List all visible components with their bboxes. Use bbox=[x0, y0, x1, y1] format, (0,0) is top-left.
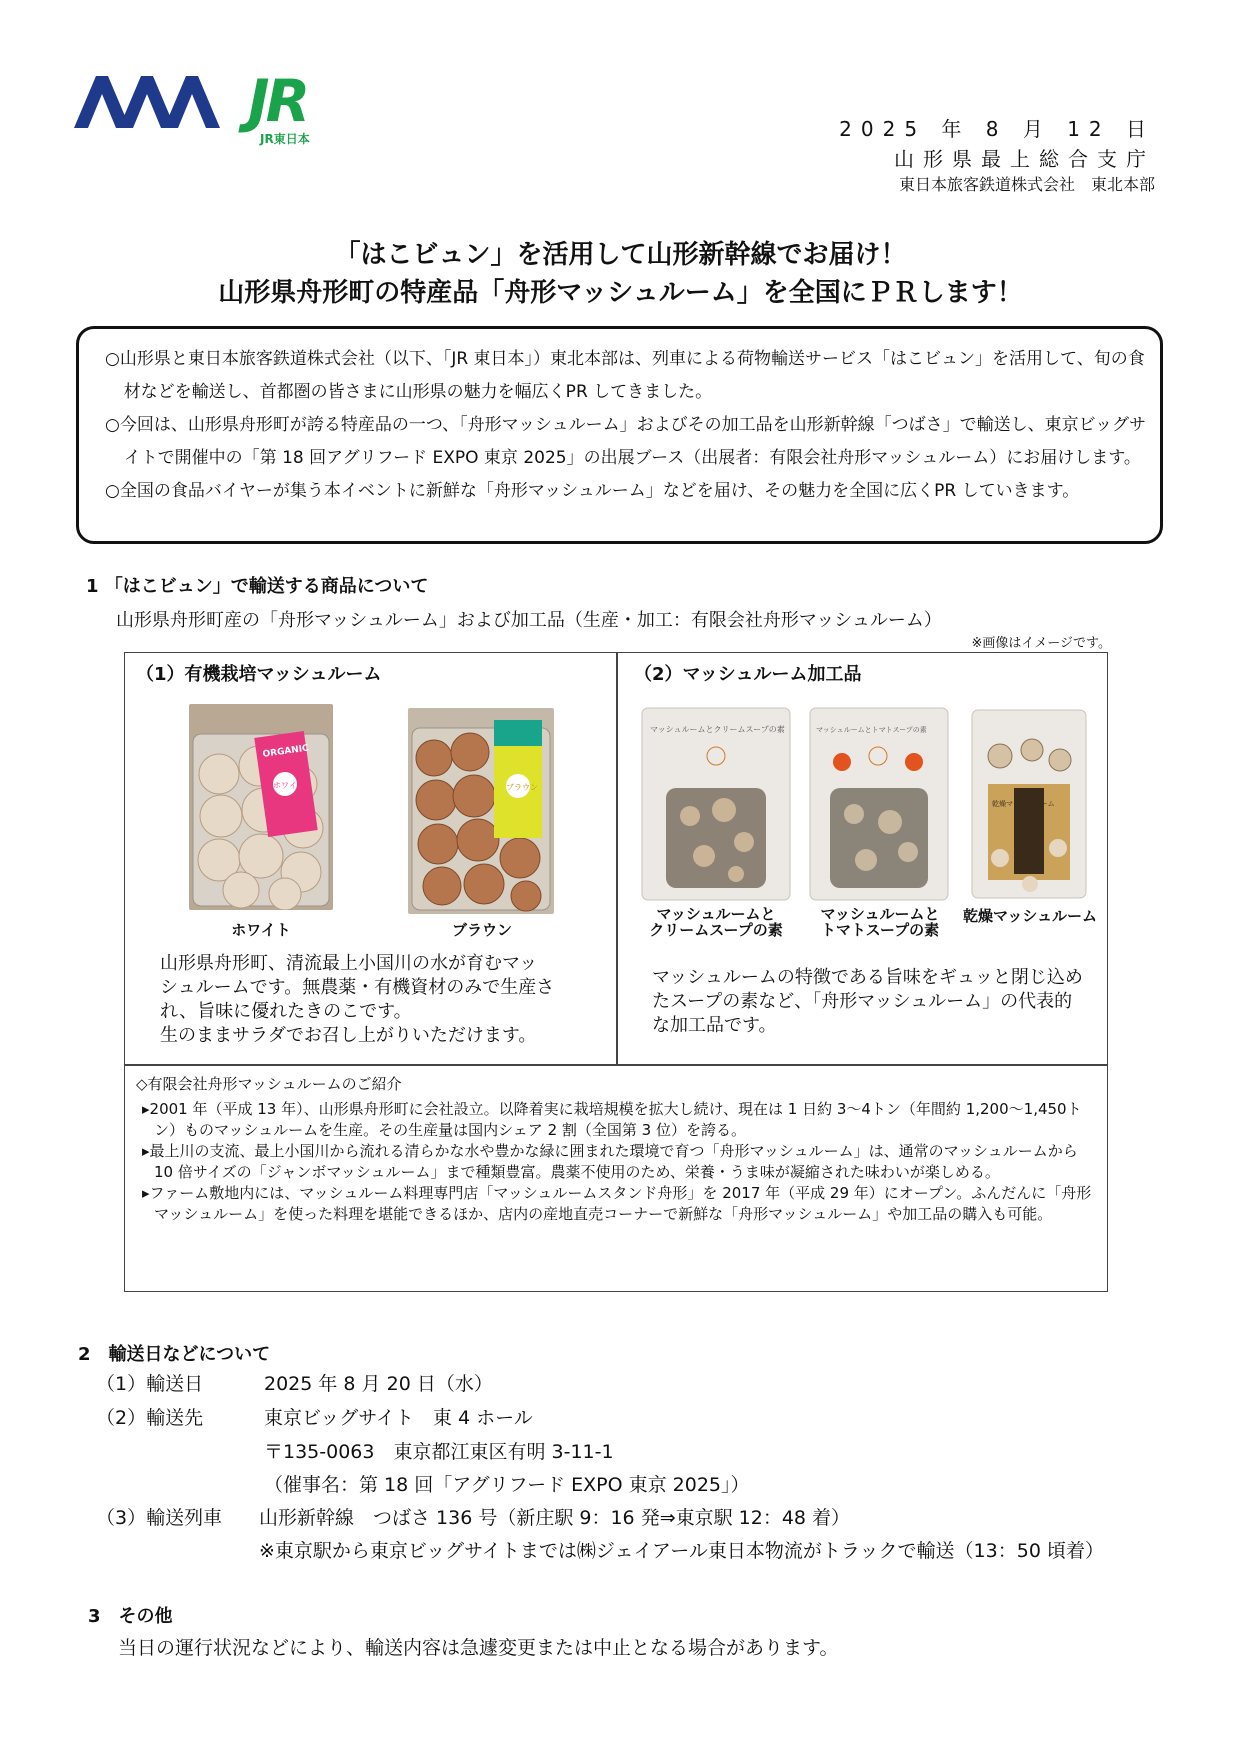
section2-heading: 2 輸送日などについて bbox=[78, 1344, 271, 1365]
caption-tomato-soup bbox=[800, 906, 960, 938]
jr-logo-mark: JR bbox=[248, 67, 307, 135]
company-item: ▸2001 年（平成 13 年）、山形県舟形町に会社設立。以降着実に栽培規模を拡大し続け、現在は 1 日約 3～4トン（年間約 1,200～1,450トン）ものマッシュルームを生産。その生産量は国内シェア 2 割（全国第 3 位）を誇る。 bbox=[142, 1100, 1082, 1139]
col2-heading: （2）マッシュルーム加工品 bbox=[634, 664, 862, 685]
white-label: ホワイト bbox=[273, 781, 305, 790]
jr-logo-sub: JR東日本 bbox=[260, 132, 310, 146]
summary-item: ○山形県と東日本旅客鉄道株式会社（以下、「JR 東日本」）東北本部は、列車による荷物輸送サービス「はこビュン」を活用して、旬の食材などを輸送し、首都圏の皆さまに山形県の魅力を幅広くPR してきました。 bbox=[105, 349, 1145, 402]
col2-desc-line: マッシュルームの特徴である旨味をギュッと閉じ込め bbox=[652, 967, 1083, 988]
col2-desc-line: たスープの素など、「舟形マッシュルーム」の代表的 bbox=[652, 991, 1073, 1012]
caption-white: ホワイト bbox=[231, 921, 291, 939]
title-line-2: 山形県舟形町の特産品「舟形マッシュルーム」を全国にＰＲします！ bbox=[218, 278, 1023, 308]
section1-heading: 1 「はこビュン」で輸送する商品について bbox=[86, 576, 429, 597]
caption-line: トマトスープの素 bbox=[820, 921, 940, 939]
caption-dried: 乾燥マッシュルーム bbox=[962, 907, 1098, 925]
white-mushroom-photo bbox=[189, 704, 333, 910]
section1-intro: 山形県舟形町産の「舟形マッシュルーム」および加工品（生産・加工：有限会社舟形マッシュルーム） bbox=[116, 610, 942, 631]
summary-item: ○全国の食品バイヤーが集う本イベントに新鮮な「舟形マッシュルーム」などを届け、その魅力を全国に広くPR していきます。 bbox=[105, 481, 1080, 501]
brown-mushroom-photo bbox=[408, 708, 554, 914]
destination-event: （催事名：第 18 回「アグリフード EXPO 東京 2025」） bbox=[264, 1474, 750, 1496]
caption-brown: ブラウン bbox=[451, 921, 512, 939]
issuer-jr: 東日本旅客鉄道株式会社 東北本部 bbox=[898, 175, 1155, 194]
caption-line: マッシュルームと bbox=[820, 905, 940, 923]
dried-mushroom-package-photo bbox=[970, 708, 1088, 900]
issuer-prefecture: 山形県最上総合支庁 bbox=[894, 147, 1155, 171]
pack3-label: 乾燥マッシュルーム bbox=[992, 800, 1055, 808]
col2-description bbox=[652, 966, 1098, 1038]
press-title bbox=[0, 236, 1241, 312]
transport-date: 2025 年 8 月 20 日（水） bbox=[264, 1373, 493, 1395]
header-date-block bbox=[839, 114, 1155, 174]
title-line-1: 「はこビュン」を活用して山形新幹線でお届け！ bbox=[334, 240, 907, 270]
col1-desc-line: シュルームです。無農薬・有機資材のみで生産さ bbox=[160, 977, 555, 998]
destination-label: （2）輸送先 bbox=[96, 1407, 204, 1429]
col1-desc-line: 山形県舟形町、清流最上小国川の水が育むマッ bbox=[160, 953, 538, 974]
section3-heading: 3 その他 bbox=[88, 1606, 173, 1627]
train-label: （3）輸送列車 bbox=[96, 1507, 223, 1529]
col2-desc-line: な加工品です。 bbox=[652, 1015, 777, 1036]
pack1-label: マッシュルームとクリームスープの素 bbox=[650, 725, 785, 734]
col1-desc-line: れ、旨味に優れたきのこです。 bbox=[160, 1001, 412, 1022]
company-divider bbox=[124, 1064, 1108, 1066]
jr-east-logo bbox=[248, 67, 340, 147]
company-item: ▸最上川の支流、最上小国川から流れる清らかな水や豊かな緑に囲まれた環境で育つ「舟形マッシュルーム」は、通常のマッシュルームから 10 倍サイズの「ジャンボマッシュルーム」まで種類豊富。農薬不使用のため、栄養・うま味が凝縮された味わいが楽しめる。 bbox=[142, 1142, 1078, 1181]
summary-item: ○今回は、山形県舟形町が誇る特産品の一つ、「舟形マッシュルーム」およびその加工品を山形新幹線「つばさ」で輸送し、東京ビッグサイトで開催中の「第 18 回アグリフード EXPO 東京 2025」の出展ブース（出展者：有限会社舟形マッシュルーム）にお届けします。 bbox=[105, 415, 1146, 468]
company-intro bbox=[136, 1074, 1100, 1225]
pack2-label: マッシュルームとトマトスープの素 bbox=[816, 726, 927, 734]
truck-note: ※東京駅から東京ビッグサイトまでは㈱ジェイアール東日本物流がトラックで輸送（13：50 頃着） bbox=[259, 1540, 1104, 1562]
column-divider bbox=[616, 652, 618, 1064]
company-heading: ◇有限会社舟形マッシュルームのご紹介 bbox=[136, 1075, 402, 1093]
caption-line: クリームスープの素 bbox=[649, 921, 783, 939]
cream-soup-package-photo bbox=[640, 706, 792, 902]
yamagata-prefecture-logo bbox=[74, 76, 220, 128]
organic-label: ORGANIC bbox=[262, 743, 310, 760]
train-info: 山形新幹線 つばさ 136 号（新庄駅 9：16 発⇒東京駅 12：48 着） bbox=[259, 1507, 851, 1529]
brown-label: ブラウン bbox=[506, 783, 538, 792]
col1-desc-line: 生のままサラダでお召し上がりいただけます。 bbox=[160, 1025, 537, 1046]
section3-text: 当日の運行状況などにより、輸送内容は急遽変更または中止となる場合があります。 bbox=[118, 1637, 839, 1659]
destination-venue: 東京ビッグサイト 東 4 ホール bbox=[264, 1407, 533, 1429]
col1-description bbox=[160, 952, 606, 1048]
company-item: ▸ファーム敷地内には、マッシュルーム料理専門店「マッシュルームスタンド舟形」を 2017 年（平成 29 年）にオープン。ふんだんに「舟形マッシュルーム」を使った料理を堪能できるほか、店内の産地直売コーナーで新鮮な「舟形マッシュルーム」や加工品の購入も可能。 bbox=[142, 1184, 1092, 1223]
transport-label: （1）輸送日 bbox=[96, 1373, 204, 1395]
destination-address: 〒135-0063 東京都江東区有明 3-11-1 bbox=[264, 1441, 614, 1463]
col1-heading: （1）有機栽培マッシュルーム bbox=[136, 664, 382, 685]
summary-box bbox=[76, 326, 1163, 544]
tomato-soup-package-photo bbox=[808, 706, 950, 902]
caption-cream-soup bbox=[636, 906, 796, 938]
caption-line: マッシュルームと bbox=[656, 905, 776, 923]
release-date: 2025 年 8 月 12 日 bbox=[839, 117, 1155, 141]
image-note: ※画像はイメージです。 bbox=[971, 636, 1111, 651]
